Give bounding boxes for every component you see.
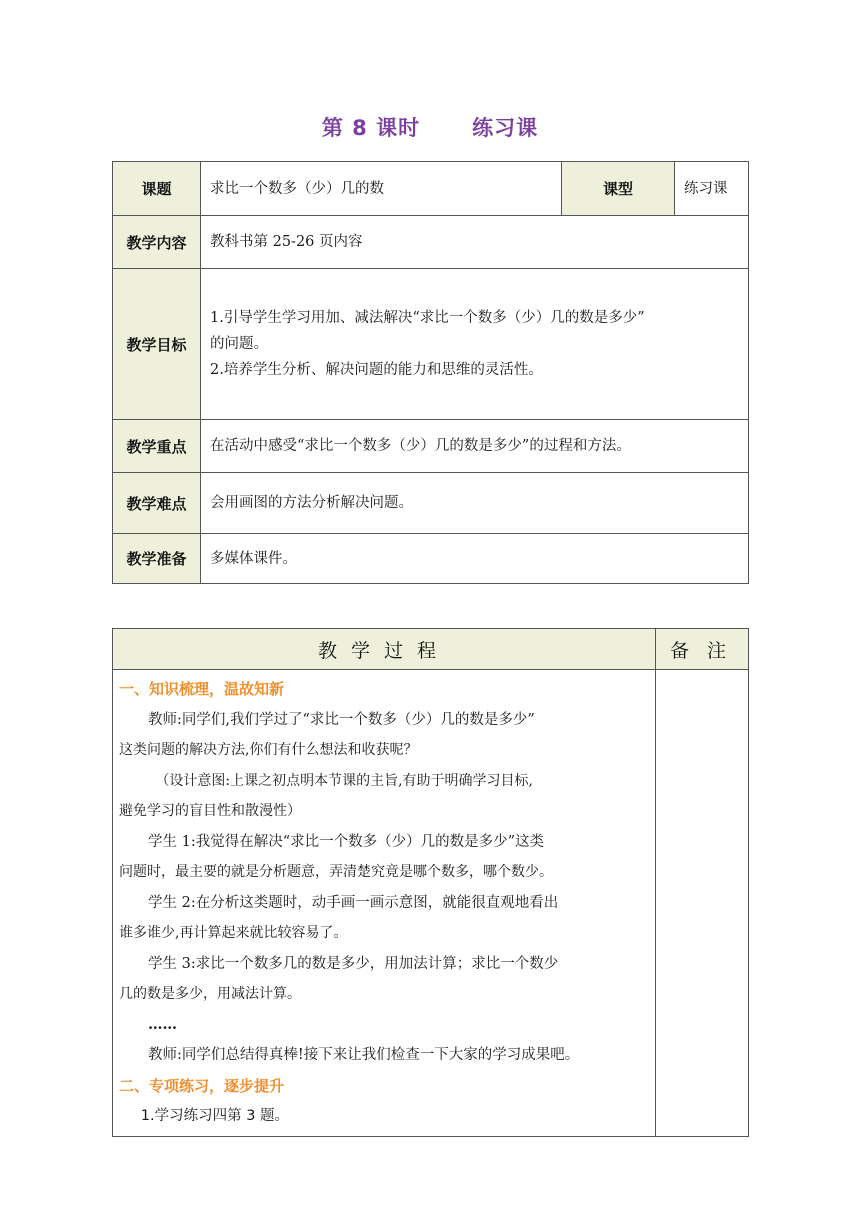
row-topic — [113, 162, 749, 216]
key-value: 在活动中感受“求比一个数多（少）几的数是多少”的过程和方法。 — [201, 420, 749, 473]
row-prep — [113, 534, 749, 584]
process-content — [113, 670, 656, 1137]
difficulty-label: 教学难点 — [113, 473, 201, 534]
paragraph-line: 学生 3:求比一个数多几的数是多少，用加法计算；求比一个数少 — [148, 955, 559, 972]
row-key — [113, 420, 749, 473]
page-title — [0, 112, 860, 142]
goal-line: 2.培养学生分析、解决问题的能力和思维的灵活性。 — [210, 362, 543, 378]
topic-value: 求比一个数多（少）几的数 — [201, 162, 562, 216]
prep-value: 多媒体课件。 — [201, 534, 749, 584]
row-difficulty — [113, 473, 749, 534]
exercise-item: 1.学习练习四第 3 题。 — [140, 1108, 290, 1124]
paragraph-line: 教师:同学们,我们学过了“求比一个数多（少）几的数是多少” — [148, 711, 535, 728]
key-label: 教学重点 — [113, 420, 201, 473]
ellipsis: …… — [148, 1015, 177, 1033]
goal-line: 的问题。 — [210, 336, 268, 352]
note-column — [656, 670, 749, 1137]
goal-value — [201, 269, 749, 420]
section-heading: 一、知识梳理，温故知新 — [119, 680, 285, 698]
teaching-process-table — [112, 628, 749, 1137]
type-label: 课型 — [562, 162, 675, 216]
difficulty-value: 会用画图的方法分析解决问题。 — [201, 473, 749, 534]
design-note: （设计意图:上课之初点明本节课的主旨,有助于明确学习目标, — [155, 772, 534, 789]
process-body-row — [113, 670, 749, 1137]
note-header: 备注 — [656, 629, 749, 670]
row-goal — [113, 269, 749, 420]
paragraph-line: 这类问题的解决方法,你们有什么想法和收获呢？ — [119, 742, 418, 758]
paragraph-line: 谁多谁少,再计算起来就比较容易了。 — [119, 925, 348, 941]
design-note: 避免学习的盲目性和散漫性） — [119, 803, 301, 819]
lesson-type: 练习课 — [472, 116, 539, 140]
prep-label: 教学准备 — [113, 534, 201, 584]
paragraph-line: 学生 1:我觉得在解决“求比一个数多（少）几的数是多少”这类 — [148, 833, 545, 850]
process-header: 教学过程 — [113, 629, 656, 670]
row-content — [113, 216, 749, 269]
process-header-row — [113, 629, 749, 670]
paragraph-line: 教师:同学们总结得真棒!接下来让我们检查一下大家的学习成果吧。 — [148, 1047, 580, 1063]
lesson-info-table — [112, 161, 749, 584]
paragraph-line: 问题时，最主要的就是分析题意，弄清楚究竟是哪个数多，哪个数少。 — [119, 864, 553, 880]
content-value: 教科书第 25-26 页内容 — [201, 216, 749, 269]
paragraph-line: 学生 2:在分析这类题时，动手画一画示意图，就能很直观地看出 — [148, 894, 559, 911]
lesson-number: 第 8 课时 — [321, 116, 421, 140]
type-value: 练习课 — [675, 162, 749, 216]
content-label: 教学内容 — [113, 216, 201, 269]
goal-line: 1.引导学生学习用加、减法解决“求比一个数多（少）几的数是多少” — [210, 310, 645, 326]
paragraph-line: 几的数是多少，用减法计算。 — [119, 986, 301, 1002]
section-heading: 二、专项练习，逐步提升 — [119, 1076, 285, 1095]
topic-label: 课题 — [113, 162, 201, 216]
goal-label: 教学目标 — [113, 269, 201, 420]
